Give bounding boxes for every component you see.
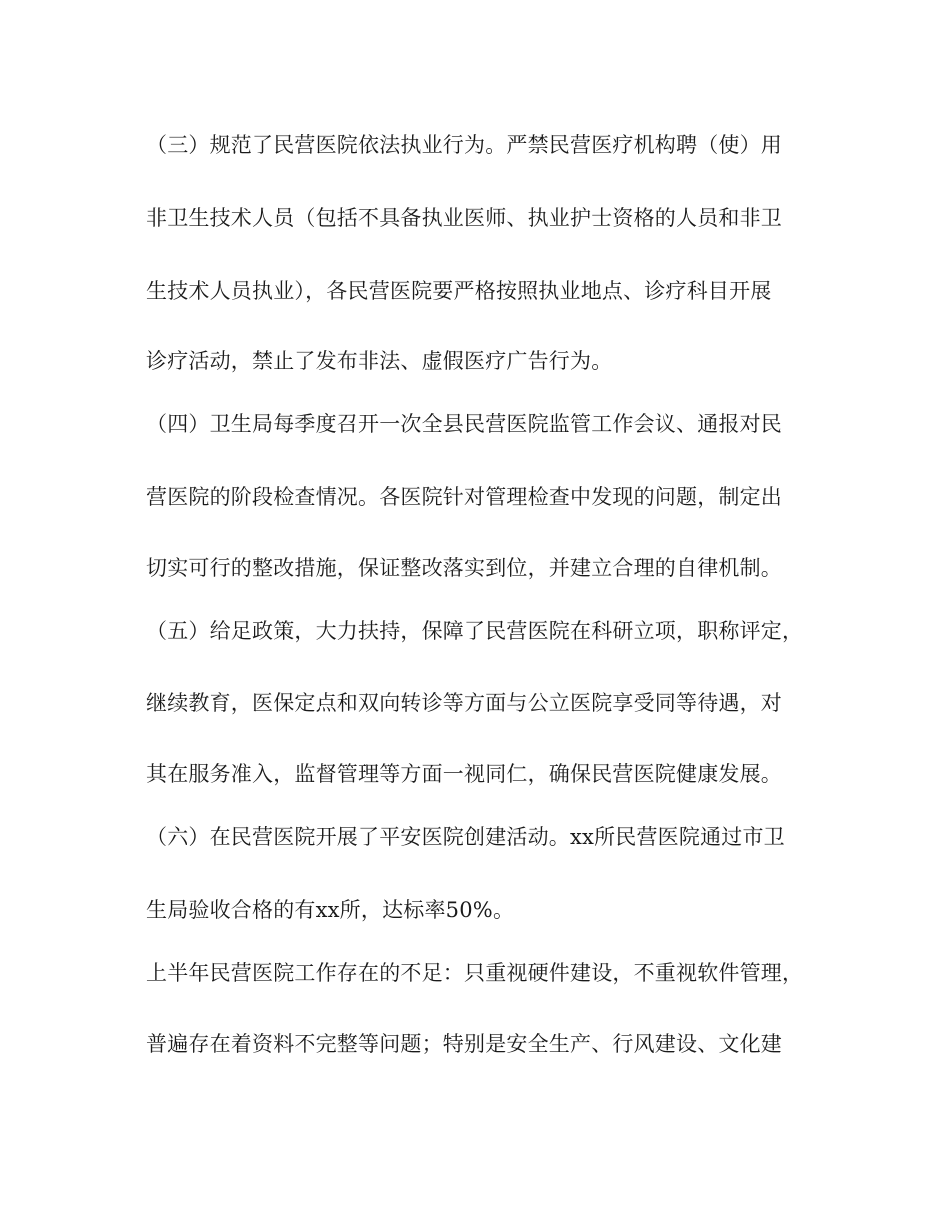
text-line: 营医院的阶段检查情况。各医院针对管理检查中发现的问题，制定出 (146, 485, 782, 509)
text-line: 上半年民营医院工作存在的不足：只重视硬件建设，不重视软件管理， (146, 961, 804, 985)
text-line: 切实可行的整改措施，保证整改落实到位，并建立合理的自律机制。 (146, 556, 782, 580)
text-line: 生技术人员执业），各民营医院要严格按照执业地点、诊疗科目开展 (146, 279, 772, 303)
text-line: 其在服务准入，监督管理等方面一视同仁，确保民营医院健康发展。 (146, 762, 782, 786)
text-line: （六）在民营医院开展了平安医院创建活动。xx所民营医院通过市卫 (146, 825, 785, 849)
text-line: （三）规范了民营医院依法执业行为。严禁民营医疗机构聘（使）用 (146, 133, 782, 157)
text-line: 生局验收合格的有xx所，达标率50%。 (146, 898, 515, 922)
text-line: 非卫生技术人员（包括不具备执业医师、执业护士资格的人员和非卫 (146, 206, 782, 230)
text-line: （五）给足政策，大力扶持，保障了民营医院在科研立项，职称评定， (146, 619, 804, 643)
text-line: 普遍存在着资料不完整等问题；特别是安全生产、行风建设、文化建 (146, 1032, 782, 1056)
text-line: 继续教育，医保定点和双向转诊等方面与公立医院享受同等待遇，对 (146, 691, 782, 715)
text-line: 诊疗活动，禁止了发布非法、虚假医疗广告行为。 (146, 349, 613, 373)
text-line: （四）卫生局每季度召开一次全县民营医院监管工作会议、通报对民 (146, 412, 782, 436)
